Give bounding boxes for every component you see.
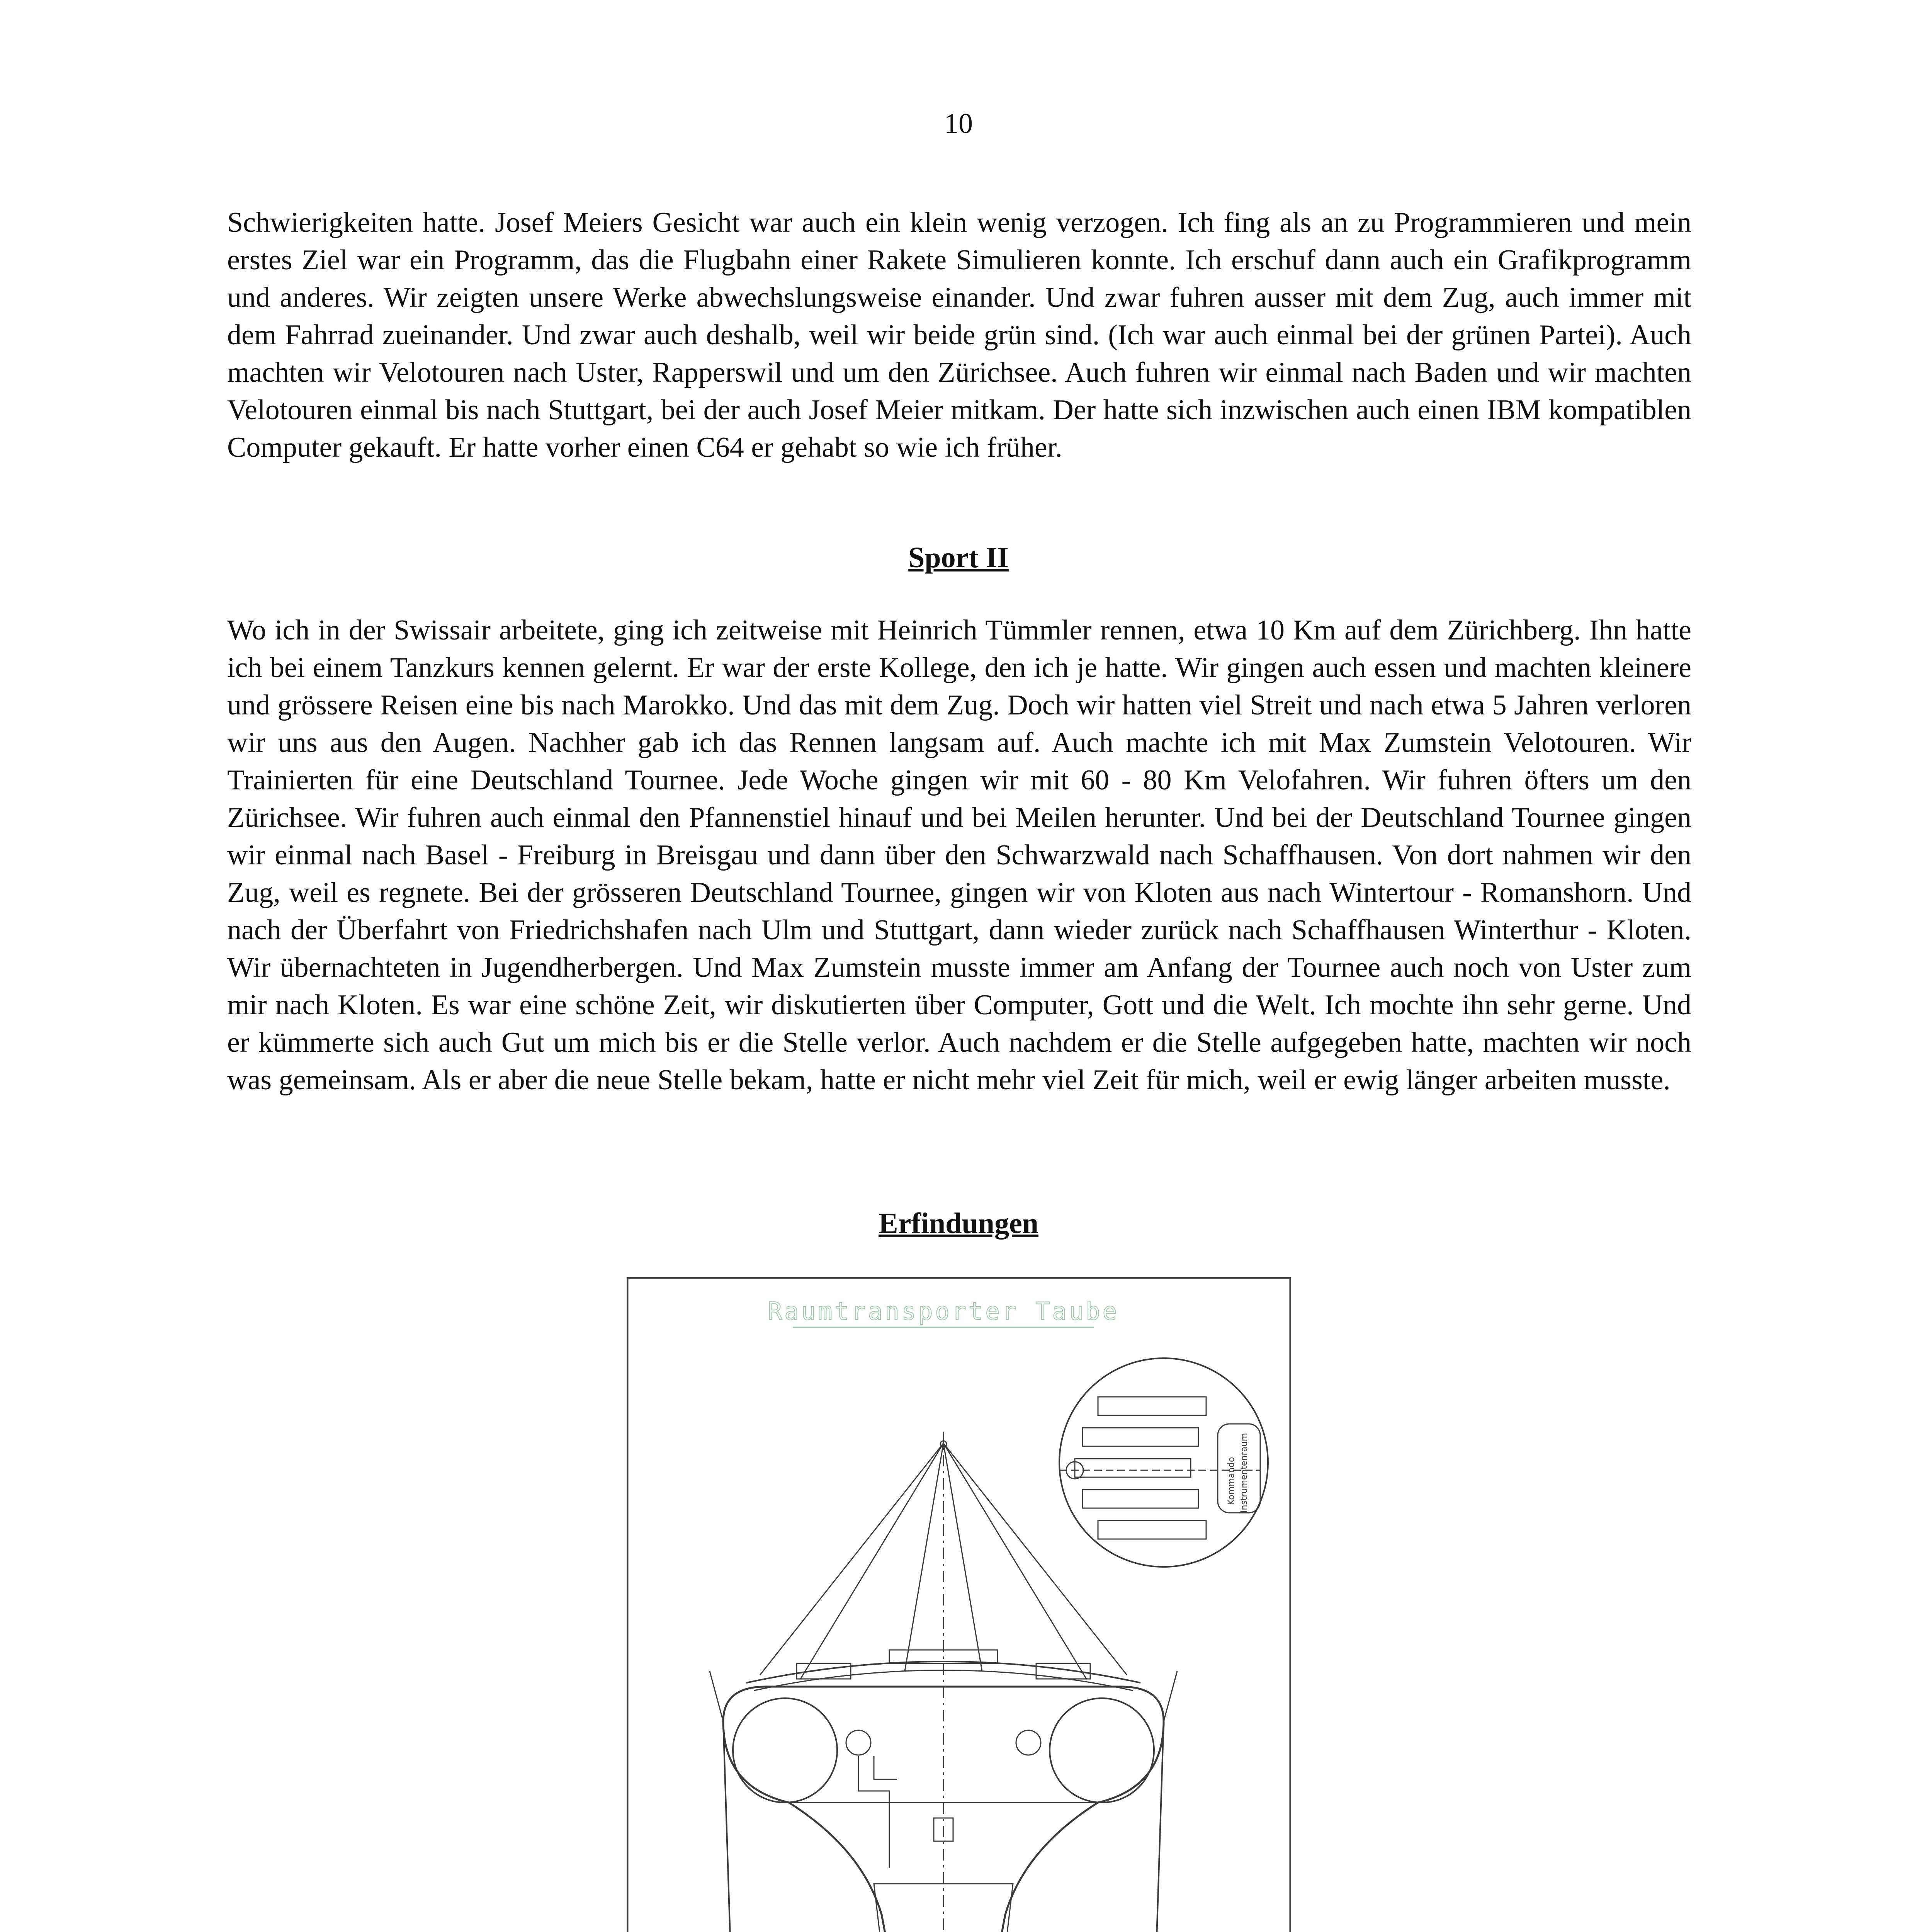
drawing-title: Raumtransporter Taube xyxy=(768,1297,1119,1325)
page-number: 10 xyxy=(944,108,973,139)
inset-detail xyxy=(1059,1358,1268,1567)
raumtransporter-drawing xyxy=(627,1277,1291,1932)
paragraph-intro: Schwierigkeiten hatte. Josef Meiers Gesicht war auch ein klein wenig verzogen. Ich fing als an zu Programmieren und mein erstes Ziel war ein Programm, das die Flugbahn einer Rakete Simulieren konnte. Ich erschuf dann auch ein Grafikprogramm und anderes. Wir zeigten unsere Werke abwechslungsweise einander. Und zwar fuhren ausser mit dem Zug, auch immer mit dem Fahrrad zueinander. Und zwar auch deshalb, weil wir beide grün sind. (Ich war auch einmal bei der grünen Partei). Auch machten wir Velotouren nach Uster, Rapperswil und um den Zürichsee. Auch fuhren wir einmal nach Baden und wir machten Velotouren einmal bis nach Stuttgart, bei der auch Josef Meier mitkam. Der hatte sich inzwischen auch einen IBM kompatiblen Computer gekauft. Er hatte vorher einen C64 er gehabt so wie ich früher. xyxy=(227,207,1691,463)
tank-right xyxy=(1050,1698,1154,1803)
inset-label-instrumentenraum: Instrumentenraum xyxy=(1239,1433,1249,1513)
tank-left xyxy=(733,1698,837,1803)
heading-erfindungen: Erfindungen xyxy=(879,1207,1038,1240)
heading-sport-ii: Sport II xyxy=(908,541,1009,574)
paragraph-sport: Wo ich in der Swissair arbeitete, ging ich zeitweise mit Heinrich Tümmler rennen, etwa 10 Km auf dem Zürichberg. Ihn hatte ich bei einem Tanzkurs kennen gelernt. Er war der erste Kollege, den ich je hatte. Wir gingen auch essen und machten kleinere und grössere Reisen eine bis nach Marokko. Und das mit dem Zug. Doch wir hatten viel Streit und nach etwa 5 Jahren verloren wir uns aus den Augen. Nachher gab ich das Rennen langsam auf. Auch machte ich mit Max Zumstein Velotouren. Wir Trainierten für eine Deutschland Tournee. Jede Woche gingen wir mit 60 - 80 Km Velofahren. Wir fuhren öfters um den Zürichsee. Wir fuhren auch einmal den Pfannenstiel hinauf und bei Meilen herunter. Und bei der Deutschland Tournee gingen wir einmal nach Basel - Freiburg in Breisgau und dann über den Schwarzwald nach Schaffhausen. Von dort nahmen wir den Zug, weil es regnete. Bei der grösseren Deutschland Tournee, gingen wir von Kloten aus nach Wintertour - Romanshorn. Und nach der Überfahrt von Friedrichshafen nach Ulm und Stuttgart, dann wieder zurück nach Schaffhausen Winterthur - Kloten. Wir übernachteten in Jugendherbergen. Und Max Zumstein musste immer am Anfang der Tournee auch noch von Uster zum mir nach Kloten. Es war eine schöne Zeit, wir diskutierten über Computer, Gott und die Welt. Ich mochte ihn sehr gerne. Und er kümmerte sich auch Gut um mich bis er die Stelle verlor. Auch nachdem er die Stelle aufgegeben hatte, machten wir noch was gemeinsam. Als er aber die neue Stelle bekam, hatte er nicht mehr viel Zeit für mich, weil er ewig länger arbeiten musste. xyxy=(227,614,1691,1096)
inset-label-kommando: Kommando xyxy=(1227,1457,1236,1505)
